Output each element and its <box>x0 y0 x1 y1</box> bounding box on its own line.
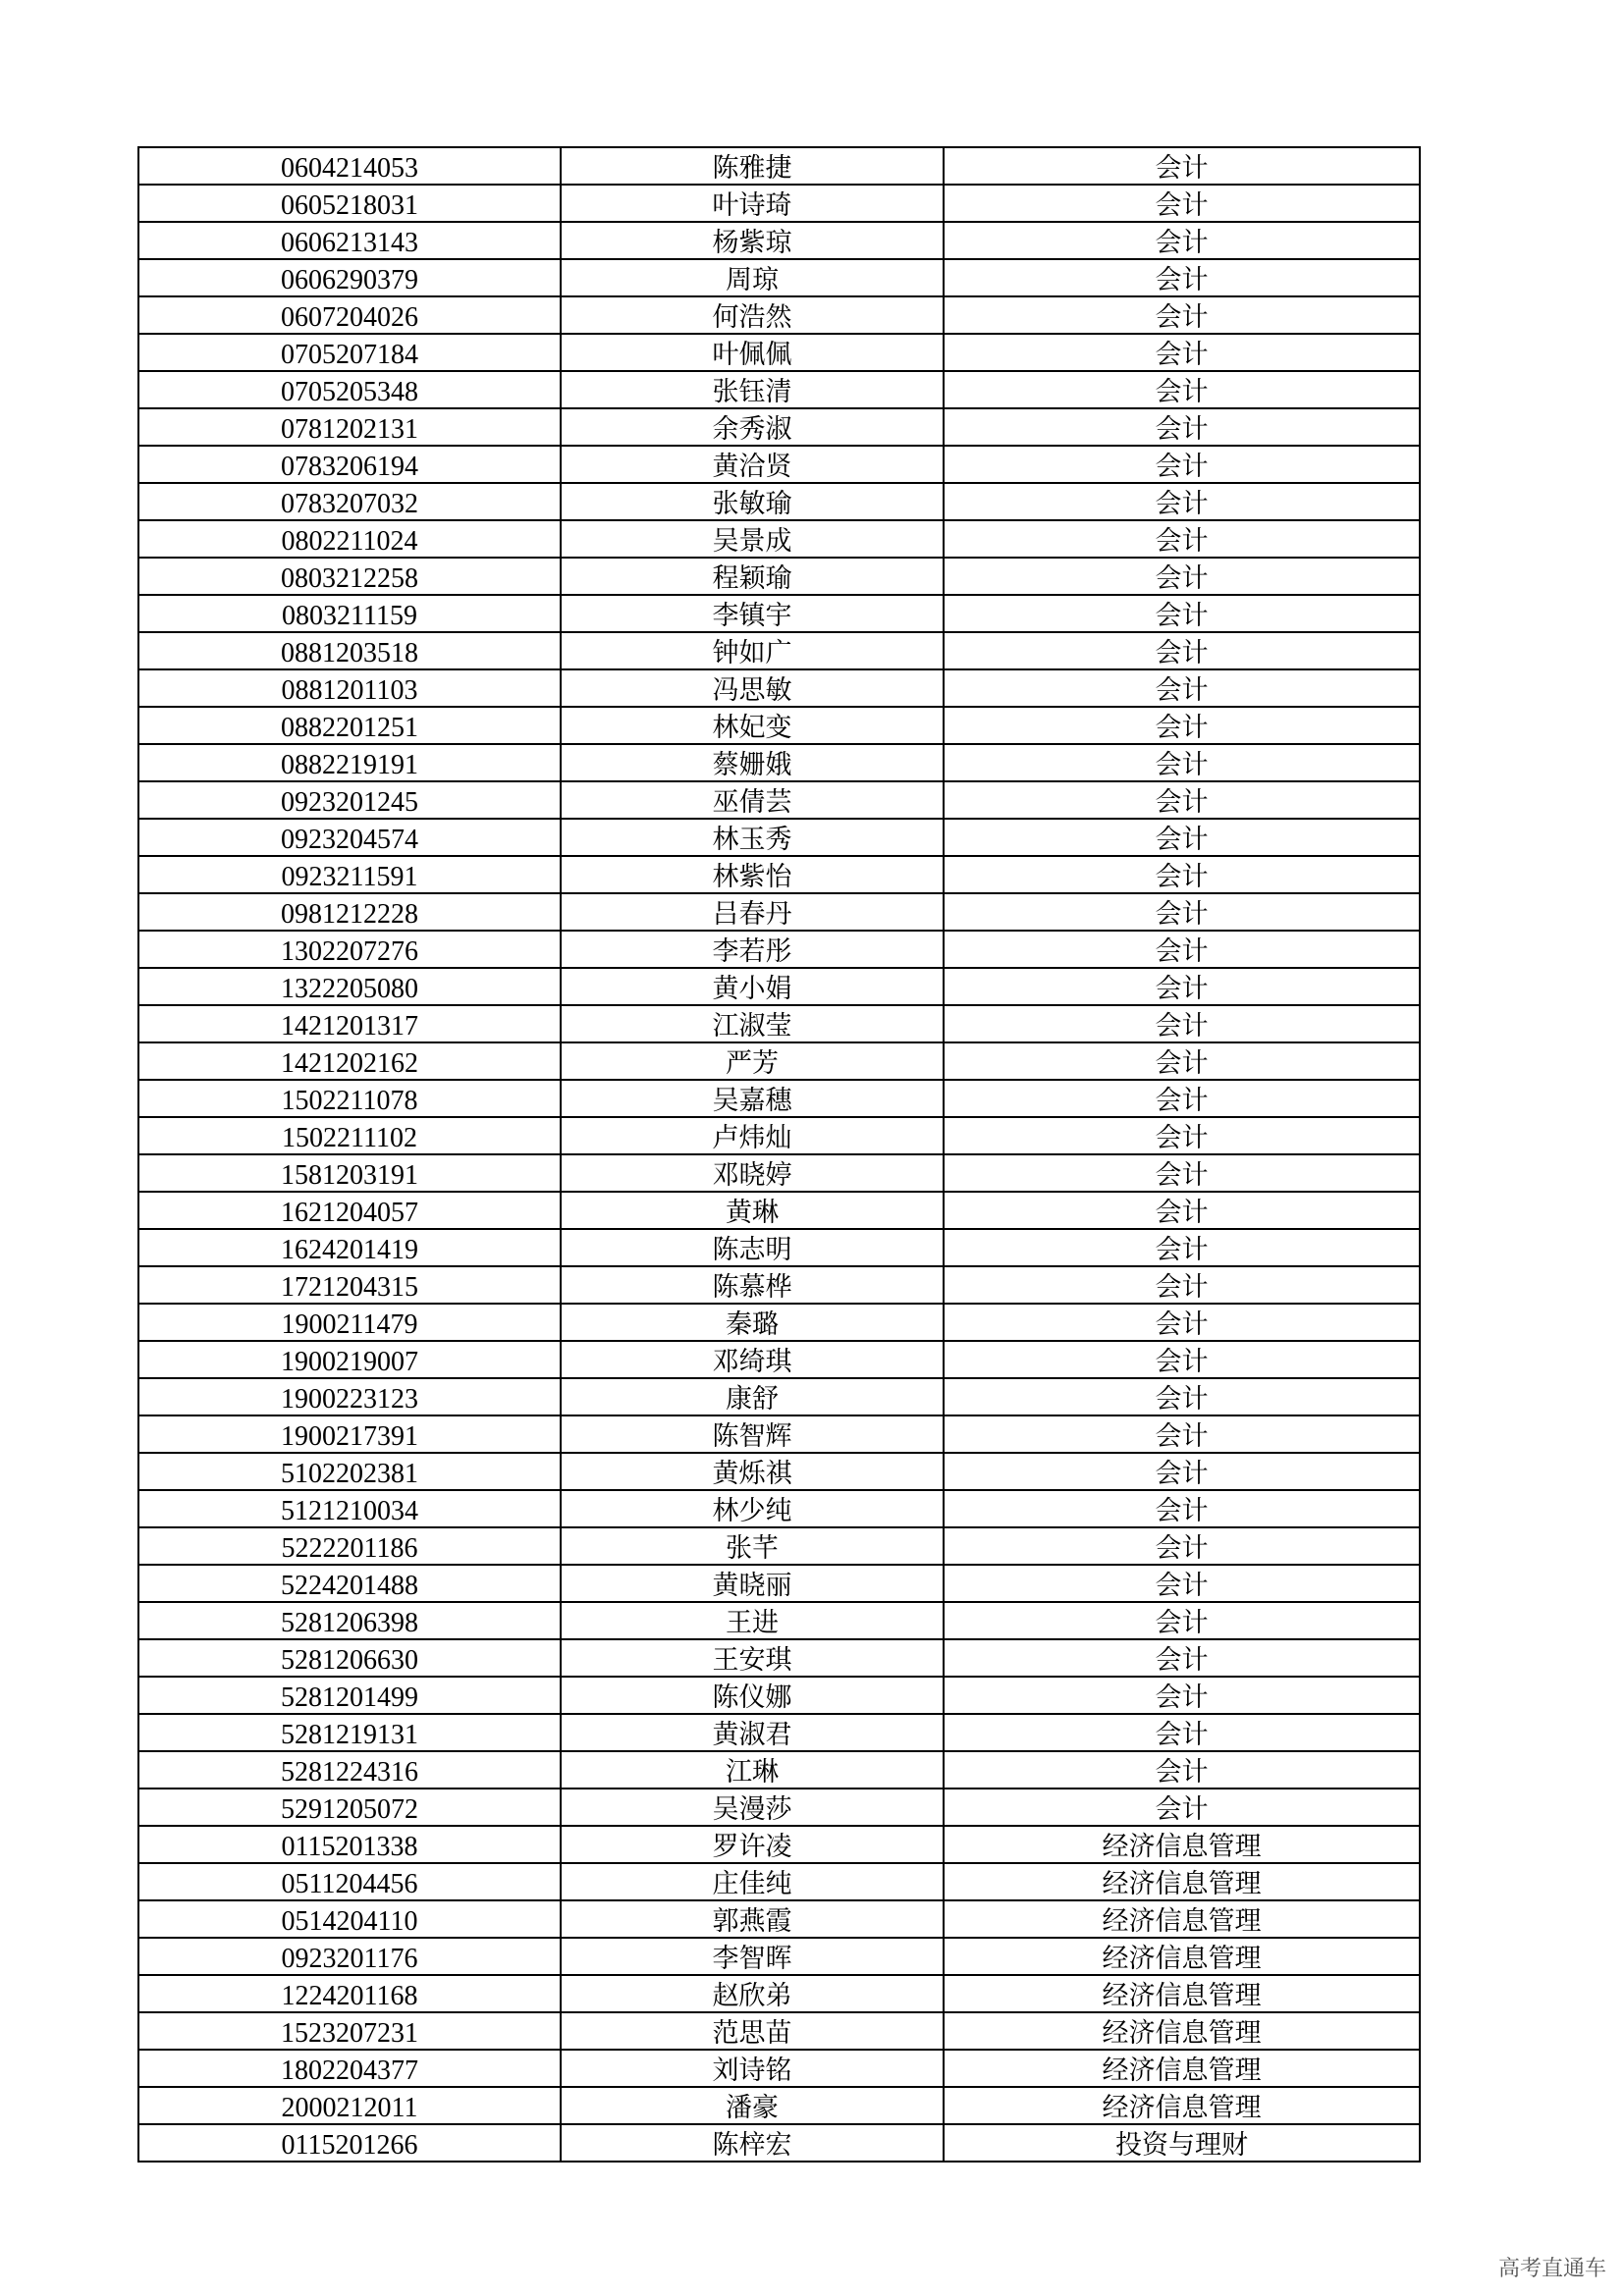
student-name-cell: 吴景成 <box>561 520 944 558</box>
candidate-id-cell: 5281201499 <box>138 1677 561 1714</box>
student-name-cell: 李镇宇 <box>561 595 944 632</box>
table-row <box>138 2087 1420 2124</box>
student-name-cell: 余秀淑 <box>561 408 944 446</box>
table-row <box>138 744 1420 781</box>
table-row <box>138 1415 1420 1453</box>
table-row <box>138 669 1420 707</box>
major-cell: 会计 <box>944 1527 1420 1565</box>
table-row <box>138 1154 1420 1192</box>
major-cell: 会计 <box>944 558 1420 595</box>
candidate-id-cell: 1421201317 <box>138 1005 561 1042</box>
major-cell: 会计 <box>944 1639 1420 1677</box>
student-name-cell: 郭燕霞 <box>561 1900 944 1938</box>
major-cell: 会计 <box>944 222 1420 259</box>
major-cell: 会计 <box>944 408 1420 446</box>
student-name-cell: 吴嘉穗 <box>561 1080 944 1117</box>
student-name-cell: 陈仪娜 <box>561 1677 944 1714</box>
major-cell: 会计 <box>944 1341 1420 1378</box>
major-cell: 会计 <box>944 147 1420 185</box>
major-cell: 经济信息管理 <box>944 1826 1420 1863</box>
table-row <box>138 2012 1420 2050</box>
candidate-id-cell: 0882219191 <box>138 744 561 781</box>
student-name-cell: 何浩然 <box>561 296 944 334</box>
table-row <box>138 185 1420 222</box>
table-row <box>138 483 1420 520</box>
candidate-id-cell: 5281206630 <box>138 1639 561 1677</box>
table-row <box>138 1938 1420 1975</box>
candidate-id-cell: 1502211078 <box>138 1080 561 1117</box>
candidate-id-cell: 1624201419 <box>138 1229 561 1266</box>
candidate-id-cell: 0783206194 <box>138 446 561 483</box>
student-name-cell: 范思苗 <box>561 2012 944 2050</box>
student-name-cell: 卢炜灿 <box>561 1117 944 1154</box>
table-row <box>138 222 1420 259</box>
student-name-cell: 黄淑君 <box>561 1714 944 1751</box>
table-row <box>138 1826 1420 1863</box>
major-cell: 会计 <box>944 632 1420 669</box>
table-row <box>138 781 1420 819</box>
candidate-id-cell: 1621204057 <box>138 1192 561 1229</box>
admission-roster-table <box>137 146 1421 2163</box>
candidate-id-cell: 5281219131 <box>138 1714 561 1751</box>
student-name-cell: 林少纯 <box>561 1490 944 1527</box>
candidate-id-cell: 1900211479 <box>138 1304 561 1341</box>
table-row <box>138 1378 1420 1415</box>
major-cell: 会计 <box>944 707 1420 744</box>
student-name-cell: 黄小娟 <box>561 968 944 1005</box>
table-row <box>138 1005 1420 1042</box>
candidate-id-cell: 2000212011 <box>138 2087 561 2124</box>
major-cell: 会计 <box>944 856 1420 893</box>
table-row <box>138 1080 1420 1117</box>
candidate-id-cell: 0882201251 <box>138 707 561 744</box>
student-name-cell: 周琼 <box>561 259 944 296</box>
major-cell: 会计 <box>944 259 1420 296</box>
table-row <box>138 1751 1420 1789</box>
major-cell: 会计 <box>944 1266 1420 1304</box>
candidate-id-cell: 0605218031 <box>138 185 561 222</box>
table-row <box>138 1192 1420 1229</box>
candidate-id-cell: 0115201338 <box>138 1826 561 1863</box>
candidate-id-cell: 0923201245 <box>138 781 561 819</box>
major-cell: 会计 <box>944 744 1420 781</box>
candidate-id-cell: 0803212258 <box>138 558 561 595</box>
major-cell: 会计 <box>944 819 1420 856</box>
student-name-cell: 叶佩佩 <box>561 334 944 371</box>
candidate-id-cell: 0802211024 <box>138 520 561 558</box>
table-row <box>138 259 1420 296</box>
candidate-id-cell: 5291205072 <box>138 1789 561 1826</box>
student-name-cell: 张敏瑜 <box>561 483 944 520</box>
candidate-id-cell: 5224201488 <box>138 1565 561 1602</box>
site-watermark: 高考直通车 <box>1497 2257 1606 2281</box>
table-row <box>138 1527 1420 1565</box>
candidate-id-cell: 5281224316 <box>138 1751 561 1789</box>
candidate-id-cell: 0705207184 <box>138 334 561 371</box>
table-row <box>138 1900 1420 1938</box>
student-name-cell: 黄洽贤 <box>561 446 944 483</box>
candidate-id-cell: 0923201176 <box>138 1938 561 1975</box>
student-name-cell: 吴漫莎 <box>561 1789 944 1826</box>
candidate-id-cell: 0511204456 <box>138 1863 561 1900</box>
student-name-cell: 张芊 <box>561 1527 944 1565</box>
major-cell: 经济信息管理 <box>944 1900 1420 1938</box>
student-name-cell: 江琳 <box>561 1751 944 1789</box>
major-cell: 会计 <box>944 1490 1420 1527</box>
student-name-cell: 陈智辉 <box>561 1415 944 1453</box>
major-cell: 会计 <box>944 968 1420 1005</box>
table-row <box>138 520 1420 558</box>
student-name-cell: 潘豪 <box>561 2087 944 2124</box>
table-row <box>138 1639 1420 1677</box>
student-name-cell: 陈雅捷 <box>561 147 944 185</box>
candidate-id-cell: 5281206398 <box>138 1602 561 1639</box>
major-cell: 经济信息管理 <box>944 1975 1420 2012</box>
candidate-id-cell: 0604214053 <box>138 147 561 185</box>
table-row <box>138 1117 1420 1154</box>
major-cell: 会计 <box>944 296 1420 334</box>
table-row <box>138 371 1420 408</box>
student-name-cell: 林紫怡 <box>561 856 944 893</box>
student-name-cell: 巫倩芸 <box>561 781 944 819</box>
candidate-id-cell: 1302207276 <box>138 931 561 968</box>
candidate-id-cell: 0514204110 <box>138 1900 561 1938</box>
table-row <box>138 1042 1420 1080</box>
candidate-id-cell: 0881203518 <box>138 632 561 669</box>
table-row <box>138 1453 1420 1490</box>
student-name-cell: 庄佳纯 <box>561 1863 944 1900</box>
student-name-cell: 秦璐 <box>561 1304 944 1341</box>
major-cell: 会计 <box>944 669 1420 707</box>
candidate-id-cell: 1900219007 <box>138 1341 561 1378</box>
student-name-cell: 邓晓婷 <box>561 1154 944 1192</box>
major-cell: 会计 <box>944 1192 1420 1229</box>
table-row <box>138 1304 1420 1341</box>
student-name-cell: 江淑莹 <box>561 1005 944 1042</box>
major-cell: 会计 <box>944 1714 1420 1751</box>
major-cell: 经济信息管理 <box>944 1938 1420 1975</box>
major-cell: 会计 <box>944 931 1420 968</box>
major-cell: 会计 <box>944 781 1420 819</box>
major-cell: 经济信息管理 <box>944 1863 1420 1900</box>
major-cell: 会计 <box>944 1565 1420 1602</box>
student-name-cell: 黄晓丽 <box>561 1565 944 1602</box>
student-name-cell: 王进 <box>561 1602 944 1639</box>
major-cell: 会计 <box>944 1789 1420 1826</box>
student-name-cell: 钟如广 <box>561 632 944 669</box>
candidate-id-cell: 0923211591 <box>138 856 561 893</box>
student-name-cell: 王安琪 <box>561 1639 944 1677</box>
major-cell: 会计 <box>944 371 1420 408</box>
table-row <box>138 707 1420 744</box>
candidate-id-cell: 0705205348 <box>138 371 561 408</box>
student-name-cell: 陈梓宏 <box>561 2124 944 2162</box>
candidate-id-cell: 0606213143 <box>138 222 561 259</box>
major-cell: 会计 <box>944 1080 1420 1117</box>
table-row <box>138 1863 1420 1900</box>
student-name-cell: 冯思敏 <box>561 669 944 707</box>
major-cell: 会计 <box>944 893 1420 931</box>
table-row <box>138 1789 1420 1826</box>
candidate-id-cell: 1421202162 <box>138 1042 561 1080</box>
table-row <box>138 2124 1420 2162</box>
table-row <box>138 1266 1420 1304</box>
candidate-id-cell: 0606290379 <box>138 259 561 296</box>
table-row <box>138 1229 1420 1266</box>
table-row <box>138 1975 1420 2012</box>
candidate-id-cell: 1900217391 <box>138 1415 561 1453</box>
major-cell: 会计 <box>944 1453 1420 1490</box>
student-name-cell: 杨紫琼 <box>561 222 944 259</box>
student-name-cell: 蔡姗娥 <box>561 744 944 781</box>
student-name-cell: 赵欣弟 <box>561 1975 944 2012</box>
student-name-cell: 吕春丹 <box>561 893 944 931</box>
table-row <box>138 2050 1420 2087</box>
candidate-id-cell: 0115201266 <box>138 2124 561 2162</box>
major-cell: 会计 <box>944 334 1420 371</box>
candidate-id-cell: 0783207032 <box>138 483 561 520</box>
table-row <box>138 1602 1420 1639</box>
major-cell: 会计 <box>944 595 1420 632</box>
major-cell: 会计 <box>944 1229 1420 1266</box>
student-name-cell: 邓绮琪 <box>561 1341 944 1378</box>
candidate-id-cell: 0981212228 <box>138 893 561 931</box>
candidate-id-cell: 1502211102 <box>138 1117 561 1154</box>
major-cell: 会计 <box>944 1677 1420 1714</box>
candidate-id-cell: 1322205080 <box>138 968 561 1005</box>
candidate-id-cell: 1523207231 <box>138 2012 561 2050</box>
student-name-cell: 李若彤 <box>561 931 944 968</box>
student-name-cell: 张钰清 <box>561 371 944 408</box>
major-cell: 经济信息管理 <box>944 2050 1420 2087</box>
candidate-id-cell: 1224201168 <box>138 1975 561 2012</box>
candidate-id-cell: 1581203191 <box>138 1154 561 1192</box>
table-row <box>138 1714 1420 1751</box>
major-cell: 会计 <box>944 520 1420 558</box>
candidate-id-cell: 0781202131 <box>138 408 561 446</box>
table-row <box>138 408 1420 446</box>
student-name-cell: 陈慕桦 <box>561 1266 944 1304</box>
table-row <box>138 632 1420 669</box>
major-cell: 会计 <box>944 1602 1420 1639</box>
table-row <box>138 931 1420 968</box>
candidate-id-cell: 0607204026 <box>138 296 561 334</box>
roster-table-body <box>138 147 1420 2162</box>
student-name-cell: 康舒 <box>561 1378 944 1415</box>
student-name-cell: 林玉秀 <box>561 819 944 856</box>
student-name-cell: 罗许凌 <box>561 1826 944 1863</box>
table-row <box>138 446 1420 483</box>
major-cell: 投资与理财 <box>944 2124 1420 2162</box>
candidate-id-cell: 0803211159 <box>138 595 561 632</box>
student-name-cell: 林妃变 <box>561 707 944 744</box>
student-name-cell: 黄琳 <box>561 1192 944 1229</box>
student-name-cell: 程颖瑜 <box>561 558 944 595</box>
major-cell: 会计 <box>944 1154 1420 1192</box>
major-cell: 会计 <box>944 1304 1420 1341</box>
student-name-cell: 黄烁祺 <box>561 1453 944 1490</box>
student-name-cell: 李智晖 <box>561 1938 944 1975</box>
table-row <box>138 147 1420 185</box>
table-row <box>138 856 1420 893</box>
candidate-id-cell: 5222201186 <box>138 1527 561 1565</box>
table-row <box>138 819 1420 856</box>
student-name-cell: 陈志明 <box>561 1229 944 1266</box>
table-row <box>138 595 1420 632</box>
table-row <box>138 334 1420 371</box>
student-name-cell: 刘诗铭 <box>561 2050 944 2087</box>
candidate-id-cell: 1721204315 <box>138 1266 561 1304</box>
major-cell: 会计 <box>944 1415 1420 1453</box>
candidate-id-cell: 1900223123 <box>138 1378 561 1415</box>
candidate-id-cell: 5121210034 <box>138 1490 561 1527</box>
student-name-cell: 叶诗琦 <box>561 185 944 222</box>
major-cell: 会计 <box>944 1378 1420 1415</box>
major-cell: 经济信息管理 <box>944 2012 1420 2050</box>
candidate-id-cell: 0923204574 <box>138 819 561 856</box>
table-row <box>138 1341 1420 1378</box>
major-cell: 会计 <box>944 1005 1420 1042</box>
candidate-id-cell: 0881201103 <box>138 669 561 707</box>
table-row <box>138 1677 1420 1714</box>
table-row <box>138 1565 1420 1602</box>
major-cell: 会计 <box>944 446 1420 483</box>
table-row <box>138 1490 1420 1527</box>
major-cell: 会计 <box>944 483 1420 520</box>
major-cell: 会计 <box>944 1117 1420 1154</box>
major-cell: 会计 <box>944 1042 1420 1080</box>
table-row <box>138 968 1420 1005</box>
major-cell: 会计 <box>944 1751 1420 1789</box>
table-row <box>138 893 1420 931</box>
major-cell: 经济信息管理 <box>944 2087 1420 2124</box>
student-name-cell: 严芳 <box>561 1042 944 1080</box>
candidate-id-cell: 1802204377 <box>138 2050 561 2087</box>
candidate-id-cell: 5102202381 <box>138 1453 561 1490</box>
table-row <box>138 558 1420 595</box>
table-row <box>138 296 1420 334</box>
major-cell: 会计 <box>944 185 1420 222</box>
